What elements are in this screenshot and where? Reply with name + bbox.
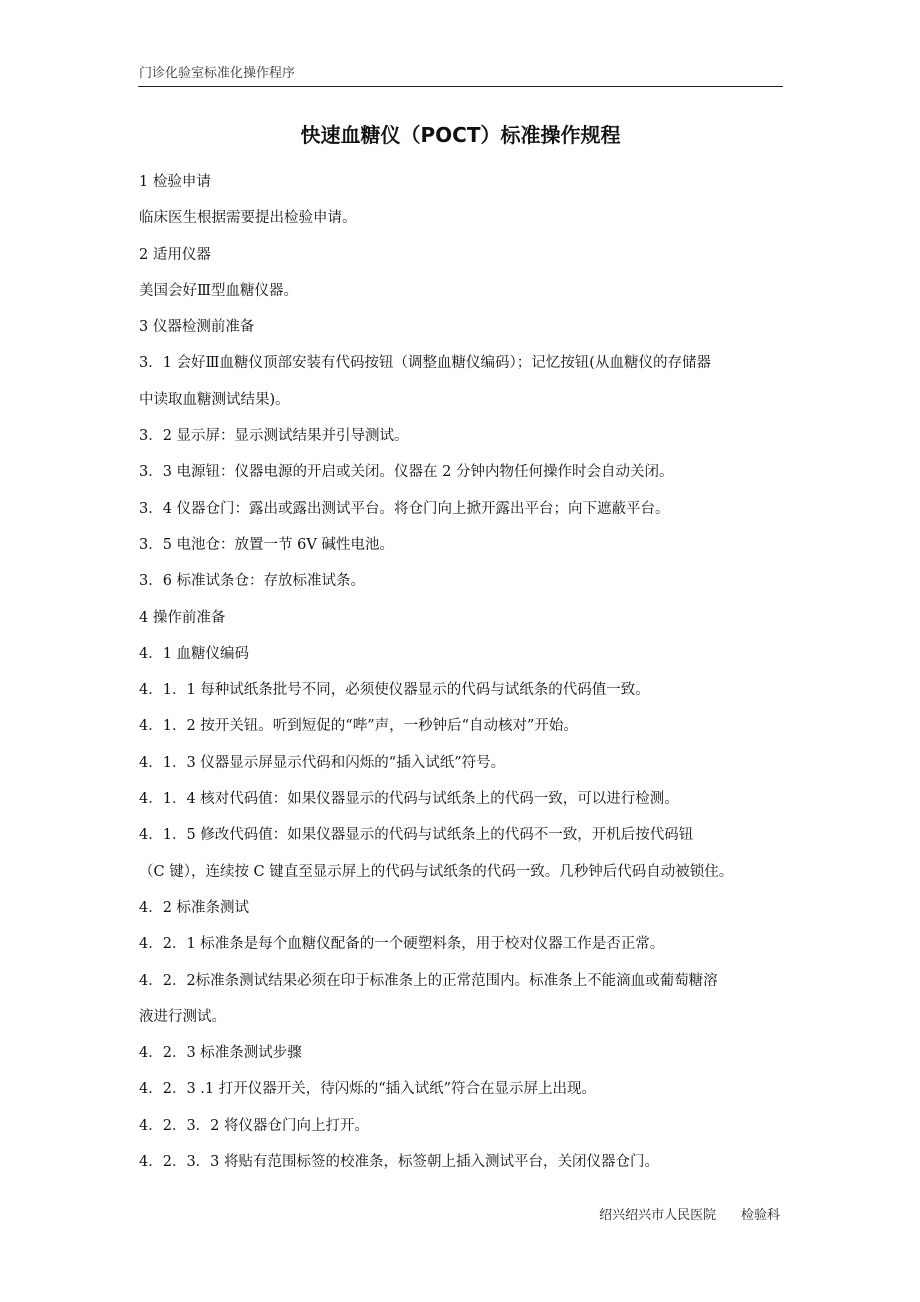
- body-line: 4．2．2标准条测试结果必须在印于标准条上的正常范围内。标准条上不能滴血或葡萄糖溶: [139, 972, 718, 989]
- body-line: 3．2 显示屏：显示测试结果并引导测试。: [139, 428, 409, 445]
- body-line: 4．1．3 仪器显示屏显示代码和闪烁的“插入试纸”符号。: [139, 754, 506, 771]
- footer-department: 检验科: [740, 1208, 780, 1223]
- body-line: 1 检验申请: [139, 174, 211, 190]
- body-line: 4．1 血糖仪编码: [139, 645, 250, 662]
- page-footer: [599, 1207, 780, 1225]
- page-header: [138, 66, 783, 87]
- body-line: 4．2．1 标准条是每个血糖仪配备的一个硬塑料条，用于校对仪器工作是否正常。: [139, 936, 665, 953]
- body-line: 3．6 标准试条仓：存放标准试条。: [139, 573, 366, 590]
- body-line: 4．2 标准条测试: [139, 899, 250, 916]
- body-line: 3．4 仪器仓门：露出或露出测试平台。将仓门向上掀开露出平台；向下遮蔽平台。: [139, 500, 670, 517]
- footer-hospital: 绍兴绍兴市人民医院: [599, 1208, 717, 1223]
- body-line: 4．1．2 按开关钮。听到短促的“哔”声，一秒钟后“自动核对”开始。: [139, 718, 578, 735]
- body-line: 2 适用仪器: [139, 246, 211, 263]
- body-line: 美国会好Ⅲ型血糖仪器。: [139, 282, 298, 299]
- body-line: 4．2．3 标准条测试步骤: [139, 1045, 302, 1062]
- body-line: 4．1．5 修改代码值：如果仪器显示的代码与试纸条上的代码不一致，开机后按代码钮: [139, 827, 694, 844]
- body-line: 4．1．4 核对代码值：如果仪器显示的代码与试纸条上的代码一致，可以进行检测。: [139, 791, 679, 808]
- body-line: 4．2．3．2 将仪器仓门向上打开。: [139, 1117, 370, 1134]
- header-text: 门诊化验室标准化操作程序: [139, 66, 296, 81]
- body-line: 临床医生根据需要提出检验申请。: [139, 210, 357, 227]
- body-line: 中读取血糖测试结果)。: [139, 391, 290, 408]
- body-line: 3 仪器检测前准备: [139, 319, 255, 336]
- document-title: 快速血糖仪（POCT）标准操作规程: [300, 123, 621, 147]
- body-line: （C 键），连续按 C 键直至显示屏上的代码与试纸条的代码一致。几秒钟后代码自动被锁住。: [139, 863, 734, 880]
- body-line: 3．1 会好Ⅲ血糖仪顶部安装有代码按钮（调整血糖仪编码）；记忆按钮(从血糖仪的存储器: [139, 355, 711, 372]
- body-line: 4．1．1 每种试纸条批号不同，必须使仪器显示的代码与试纸条的代码值一致。: [139, 682, 650, 699]
- document-body: [139, 164, 787, 1180]
- body-line: 4．2．3 .1 打开仪器开关，待闪烁的“插入试纸”符合在显示屏上出现。: [139, 1081, 597, 1098]
- body-line: 4．2．3．3 将贴有范围标签的校准条，标签朝上插入测试平台，关闭仪器仓门。: [139, 1154, 660, 1171]
- body-line: 4 操作前准备: [139, 609, 226, 626]
- body-line: 3．5 电池仓：放置一节 6V 碱性电池。: [139, 536, 394, 553]
- body-line: 3．3 电源钮：仪器电源的开启或关闭。仪器在 2 分钟内物任何操作时会自动关闭。: [139, 464, 674, 481]
- body-line: 液进行测试。: [139, 1008, 226, 1025]
